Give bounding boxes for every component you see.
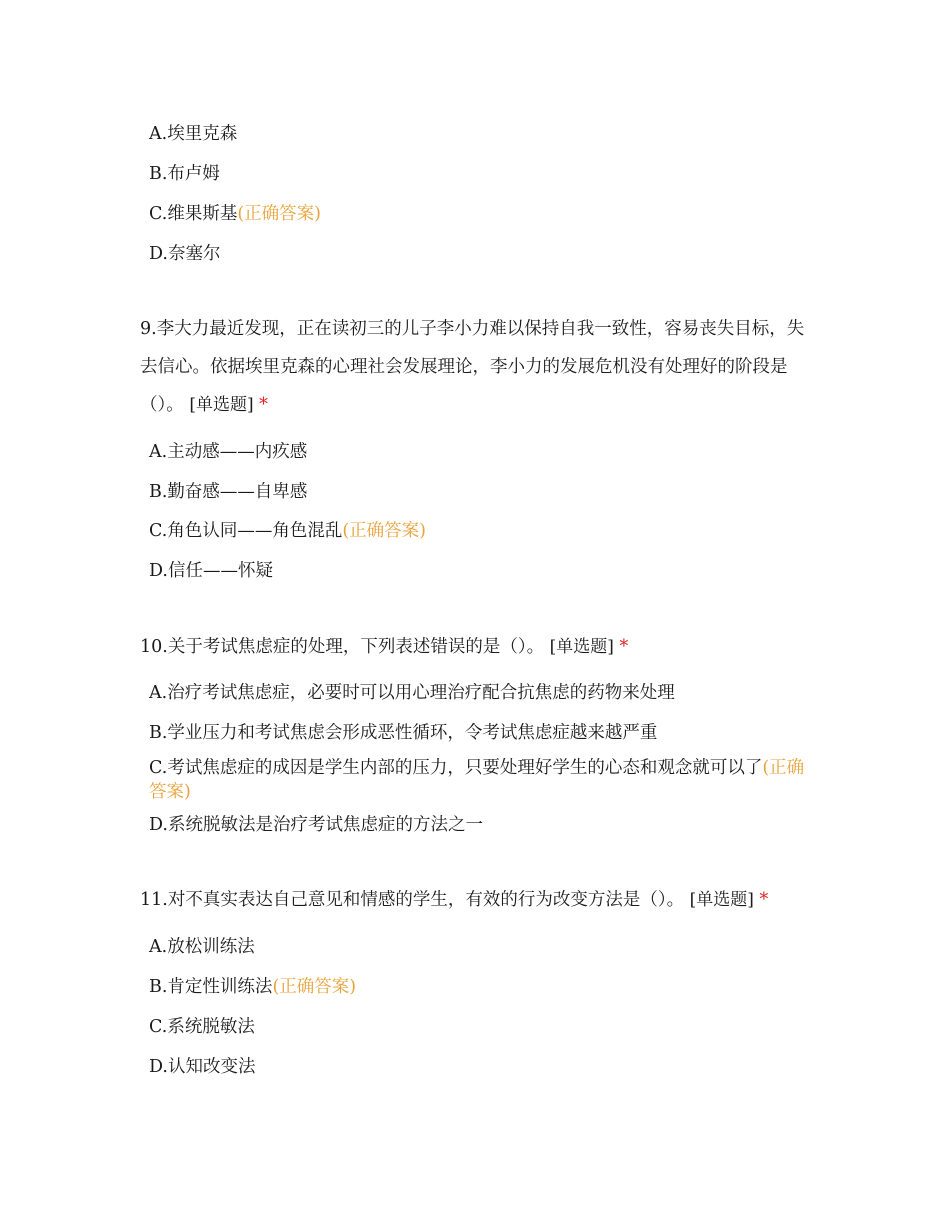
- question-stem: 10.关于考试焦虑症的处理，下列表述错误的是（）。: [140, 637, 545, 657]
- correct-answer-label: (正确答案): [149, 758, 805, 802]
- question-9: [140, 310, 820, 424]
- option-text: B.学业压力和考试焦虑会形成恶性循环，令考试焦虑症越来越严重: [149, 723, 658, 743]
- option-c: [149, 202, 321, 226]
- correct-answer-label: (正确答案): [237, 204, 321, 224]
- required-asterisk: *: [259, 395, 268, 415]
- option-text: A.治疗考试焦虑症，必要时可以用心理治疗配合抗焦虑的药物来处理: [149, 683, 675, 703]
- option-text: A.放松训练法: [149, 937, 255, 957]
- option-c: [149, 1015, 255, 1039]
- correct-answer-label: (正确答案): [272, 977, 357, 997]
- option-text: C.系统脱敏法: [149, 1017, 255, 1037]
- option-text: C.角色认同——角色混乱: [149, 521, 343, 541]
- question-type: [单选题]: [189, 395, 254, 415]
- option-text: A.主动感——内疚感: [149, 442, 308, 462]
- question-text: [140, 310, 820, 424]
- option-text: D.认知改变法: [149, 1057, 256, 1077]
- option-text: D.奈塞尔: [149, 244, 221, 264]
- option-text: B.勤奋感——自卑感: [149, 482, 308, 502]
- option-a: [149, 935, 255, 959]
- question-type: [单选题]: [689, 890, 754, 910]
- option-b: [149, 721, 657, 745]
- option-a: [149, 122, 237, 146]
- option-text: B.肯定性训练法: [149, 977, 273, 997]
- question-stem: 9.李大力最近发现，正在读初三的儿子李小力难以保持自我一致性，容易丧失目标，失去信心。依据埃里克森的心理社会发展理论，李小力的发展危机没有处理好的阶段是（）。: [140, 319, 805, 415]
- option-text: D.系统脱敏法是治疗考试焦虑症的方法之一: [149, 815, 483, 835]
- question-text: [140, 881, 820, 919]
- option-d: [149, 813, 483, 837]
- question-10: [140, 628, 820, 666]
- correct-answer-label: (正确答案): [342, 521, 426, 541]
- option-a: [149, 440, 307, 464]
- option-b: [149, 480, 307, 504]
- required-asterisk: *: [619, 637, 629, 657]
- option-d: [149, 1055, 255, 1079]
- option-c: [149, 756, 819, 804]
- option-c: [149, 519, 426, 543]
- question-text: [140, 628, 820, 666]
- option-text: D.信任——怀疑: [149, 561, 273, 581]
- option-text: B.布卢姆: [149, 164, 220, 184]
- option-a: [149, 681, 675, 705]
- option-text: C.维果斯基: [149, 204, 238, 224]
- question-11: [140, 881, 820, 919]
- option-text: A.埃里克森: [149, 124, 238, 144]
- option-b: [149, 975, 356, 999]
- required-asterisk: *: [759, 890, 769, 910]
- option-d: [149, 559, 273, 583]
- option-b: [149, 162, 220, 186]
- question-stem: 11.对不真实表达自己意见和情感的学生，有效的行为改变方法是（）。: [140, 890, 685, 910]
- option-d: [149, 242, 220, 266]
- option-text: C.考试焦虑症的成因是学生内部的压力，只要处理好学生的心态和观念就可以了: [149, 758, 763, 778]
- question-type: [单选题]: [549, 637, 614, 657]
